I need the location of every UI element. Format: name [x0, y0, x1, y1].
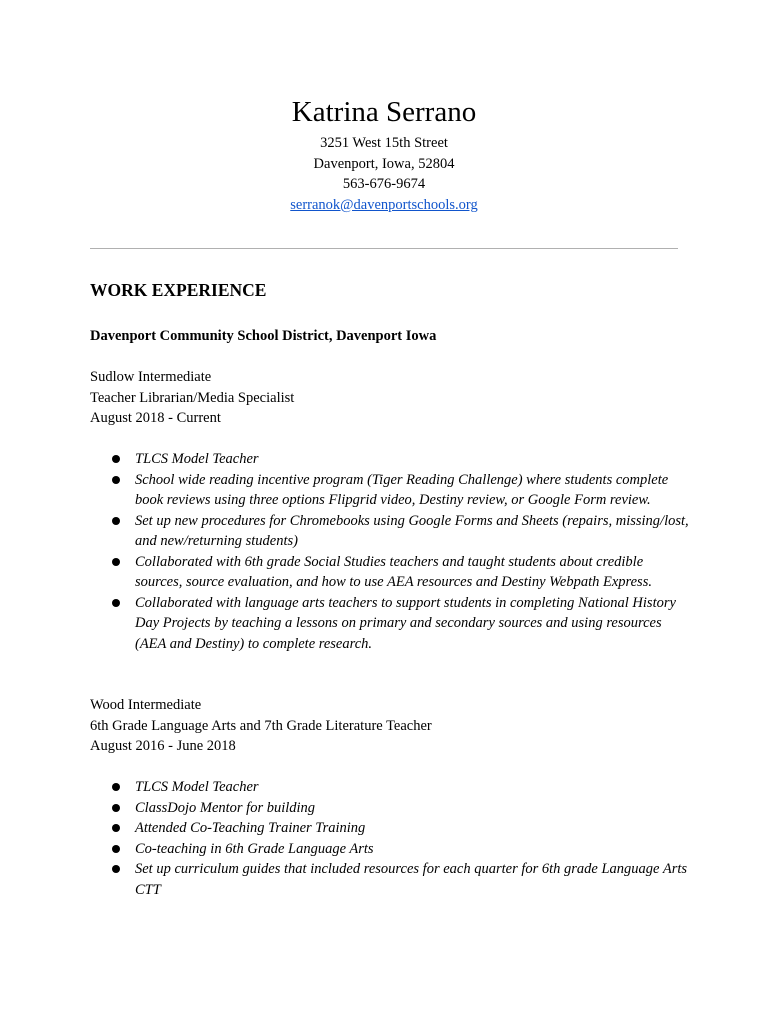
- address-line-2: Davenport, Iowa, 52804: [313, 155, 455, 172]
- job-school: Sudlow Intermediate: [90, 369, 212, 385]
- job-school: Wood Intermediate: [90, 697, 202, 713]
- contact-block: [0, 133, 768, 215]
- list-item: [90, 552, 690, 593]
- duty-text: Collaborated with language arts teachers to support students in completing National History Day Projects by teaching a lessons on primary and secondary sources and using resources (AEA and Destiny) to complete research.: [135, 594, 676, 652]
- bullet-dot-icon: [112, 824, 120, 832]
- address-line-1: 3251 West 15th Street: [320, 135, 448, 151]
- bullet-dot-icon: [112, 845, 120, 853]
- list-item: [90, 859, 690, 900]
- bullet-dot-icon: [112, 517, 120, 525]
- duty-text: Collaborated with 6th grade Social Studies teachers and taught students about credible sources, source evaluation, and how to use AEA resources and Destiny Webpath Express.: [135, 553, 652, 590]
- duty-text: Set up curriculum guides that included resources for each quarter for 6th grade Language Arts CTT: [135, 861, 688, 898]
- list-item: [90, 470, 690, 511]
- email-link[interactable]: serranok@davenportschools.org: [290, 196, 478, 213]
- duty-text: School wide reading incentive program (Tiger Reading Challenge) where students complete book reviews using three options Flipgrid video, Destiny review, or Google Form review.: [135, 471, 669, 508]
- list-item: [90, 593, 690, 655]
- list-item: [90, 449, 690, 470]
- bullet-dot-icon: [112, 804, 120, 812]
- job-entry-sudlow: [90, 367, 294, 429]
- phone-number: 563-676-9674: [342, 176, 426, 192]
- duty-text: Set up new procedures for Chromebooks using Google Forms and Sheets (repairs, missing/lost, and new/returning students): [135, 512, 689, 549]
- list-item: [90, 511, 690, 552]
- job-role: 6th Grade Language Arts and 7th Grade Literature Teacher: [90, 717, 432, 734]
- job-dates: August 2016 - June 2018: [90, 738, 236, 754]
- duty-text: Co-teaching in 6th Grade Language Arts: [135, 840, 374, 857]
- bullet-dot-icon: [112, 783, 120, 791]
- bullet-dot-icon: [112, 865, 120, 873]
- duty-text: TLCS Model Teacher: [135, 451, 259, 467]
- bullet-dot-icon: [112, 476, 120, 484]
- duty-text: Attended Co-Teaching Trainer Training: [135, 820, 366, 836]
- duty-text: ClassDojo Mentor for building: [135, 799, 316, 816]
- horizontal-divider: [90, 248, 678, 249]
- section-title-work-experience: WORK EXPERIENCE: [90, 280, 267, 300]
- job-dates: August 2018 - Current: [90, 410, 221, 426]
- list-item: [90, 777, 690, 798]
- job-duties-wood: [90, 777, 690, 900]
- list-item: [90, 798, 690, 819]
- job-role: Teacher Librarian/Media Specialist: [90, 389, 295, 406]
- list-item: [90, 839, 690, 860]
- job-duties-sudlow: [90, 449, 690, 654]
- candidate-name: Katrina Serrano: [291, 96, 477, 128]
- employer-heading: Davenport Community School District, Davenport Iowa: [90, 328, 437, 344]
- bullet-dot-icon: [112, 455, 120, 463]
- bullet-dot-icon: [112, 599, 120, 607]
- list-item: [90, 818, 690, 839]
- bullet-dot-icon: [112, 558, 120, 566]
- job-entry-wood: [90, 695, 432, 757]
- duty-text: TLCS Model Teacher: [135, 779, 259, 795]
